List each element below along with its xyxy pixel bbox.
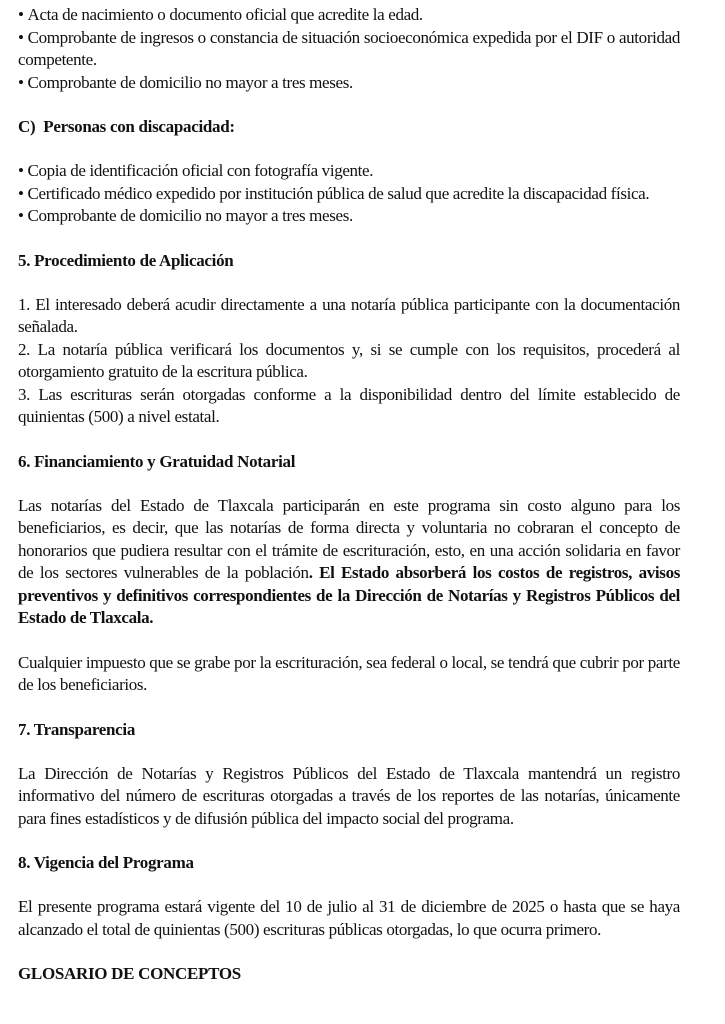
financing-text: Las notarías del Estado de Tlaxcala participarán en este programa sin costo alguno para los beneficiarios, es decir, que las notarías de forma directa y voluntaria no cobraran el concepto de honorarios que pudiera resultar con el trámite de escrituración, esto, en una acción solidaria en favor de los sectores vulnerables de la población (18, 495, 680, 582)
section-heading-c: C) Personas con discapacidad: (18, 117, 235, 136)
section-heading-5: 5. Procedimiento de Aplicación (18, 250, 234, 270)
list-item: • Acta de nacimiento o documento oficial que acredite la edad. (18, 4, 680, 27)
list-item: • Comprobante de domicilio no mayor a tres meses. (18, 72, 680, 95)
procedure-step: 2. La notaría pública verificará los documentos y, si se cumple con los requisitos, procederá al otorgamiento gratuito de la escritura pública. (18, 339, 680, 381)
list-item: • Comprobante de domicilio no mayor a tres meses. (18, 205, 680, 228)
glossary-heading: GLOSARIO DE CONCEPTOS (18, 964, 241, 983)
section-heading-8: 8. Vigencia del Programa (18, 853, 194, 872)
procedure-step: 1. El interesado deberá acudir directamente a una notaría pública participante con la documentación señalada. (18, 294, 680, 336)
document-page (18, 4, 680, 985)
procedure-step: 3. Las escrituras serán otorgadas conforme a la disponibilidad dentro del límite establecido de quinientas (500) a nivel estatal. (18, 384, 680, 426)
transparency-paragraph: La Dirección de Notarías y Registros Públicos del Estado de Tlaxcala mantendrá un registro informativo del número de escrituras otorgadas a través de los reportes de las notarías, únicamente para fines estadísticos y de difusión pública del impacto social del programa. (18, 763, 680, 828)
section-heading-6: 6. Financiamiento y Gratuidad Notarial (18, 451, 296, 471)
financing-bold-text: . El Estado absorberá los costos de registros, avisos preventivos y definitivos correspondientes de la Dirección de Notarías y Registros Públicos del Estado de Tlaxcala. (18, 563, 680, 627)
procedure-steps (18, 294, 680, 429)
requirements-list-b (18, 4, 680, 94)
section-heading-7: 7. Transparencia (18, 719, 136, 739)
financing-paragraph (18, 495, 680, 630)
validity-paragraph: El presente programa estará vigente del 10 de julio al 31 de diciembre de 2025 o hasta que se haya alcanzado el total de quinientas (500) escrituras públicas otorgadas, lo que ocurra primero. (18, 897, 680, 939)
list-item: • Certificado médico expedido por institución pública de salud que acredite la discapacidad física. (18, 183, 680, 206)
list-item: • Copia de identificación oficial con fotografía vigente. (18, 160, 680, 183)
list-item: • Comprobante de ingresos o constancia de situación socioeconómica expedida por el DIF o autoridad competente. (18, 27, 680, 72)
tax-paragraph: Cualquier impuesto que se grabe por la escrituración, sea federal o local, se tendrá que cubrir por parte de los beneficiarios. (18, 652, 680, 694)
requirements-list-c (18, 160, 680, 228)
